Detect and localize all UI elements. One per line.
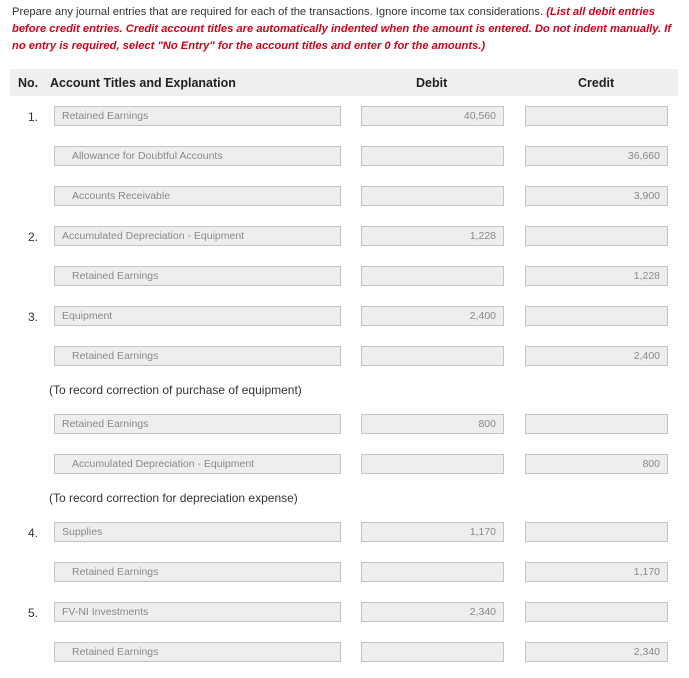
- instructions-emphasis: (List all debit entries before credit entries. Credit account titles are automatically indented when the amount is entered. Do not indent manually. If no entry is required, select "No Entry" for the account titles and enter 0 for the amounts.): [12, 6, 672, 52]
- header-credit: Credit: [578, 76, 615, 90]
- credit-field[interactable]: 800: [525, 454, 668, 474]
- account-field[interactable]: Retained Earnings: [54, 562, 341, 582]
- account-field[interactable]: Retained Earnings: [54, 346, 341, 366]
- debit-field[interactable]: [361, 266, 504, 286]
- debit-field[interactable]: 2,400: [361, 306, 504, 326]
- table-header: [10, 69, 678, 96]
- instructions: [12, 4, 680, 55]
- explanation-note: (To record correction of purchase of equipment): [49, 383, 302, 397]
- debit-field[interactable]: [361, 454, 504, 474]
- credit-field[interactable]: 3,900: [525, 186, 668, 206]
- account-field[interactable]: FV-NI Investments: [54, 602, 341, 622]
- credit-field[interactable]: 1,170: [525, 562, 668, 582]
- account-field[interactable]: Retained Earnings: [54, 642, 341, 662]
- instructions-text: Prepare any journal entries that are required for each of the transactions. Ignore income tax considerations.: [12, 6, 547, 18]
- entry-number: 4.: [28, 526, 39, 540]
- credit-field[interactable]: [525, 226, 668, 246]
- credit-field[interactable]: 2,340: [525, 642, 668, 662]
- account-field[interactable]: Allowance for Doubtful Accounts: [54, 146, 341, 166]
- account-field[interactable]: Accumulated Depreciation - Equipment: [54, 454, 341, 474]
- credit-field[interactable]: [525, 522, 668, 542]
- debit-field[interactable]: [361, 146, 504, 166]
- debit-field[interactable]: [361, 642, 504, 662]
- entry-number: 3.: [28, 310, 39, 324]
- header-debit: Debit: [416, 76, 448, 90]
- account-field[interactable]: Retained Earnings: [54, 266, 341, 286]
- credit-field[interactable]: 36,660: [525, 146, 668, 166]
- account-field[interactable]: Accumulated Depreciation - Equipment: [54, 226, 341, 246]
- explanation-note: (To record correction for depreciation expense): [49, 491, 298, 505]
- account-field[interactable]: Accounts Receivable: [54, 186, 341, 206]
- header-account: Account Titles and Explanation: [50, 76, 236, 90]
- account-field[interactable]: Equipment: [54, 306, 341, 326]
- account-field[interactable]: Retained Earnings: [54, 414, 341, 434]
- credit-field[interactable]: [525, 306, 668, 326]
- entry-number: 2.: [28, 230, 39, 244]
- credit-field[interactable]: 1,228: [525, 266, 668, 286]
- entry-number: 5.: [28, 606, 39, 620]
- credit-field[interactable]: [525, 414, 668, 434]
- debit-field[interactable]: 800: [361, 414, 504, 434]
- credit-field[interactable]: 2,400: [525, 346, 668, 366]
- account-field[interactable]: Supplies: [54, 522, 341, 542]
- credit-field[interactable]: [525, 602, 668, 622]
- debit-field[interactable]: 40,560: [361, 106, 504, 126]
- debit-field[interactable]: [361, 562, 504, 582]
- credit-field[interactable]: [525, 106, 668, 126]
- debit-field[interactable]: [361, 346, 504, 366]
- header-no: No.: [18, 76, 39, 90]
- entry-number: 1.: [28, 110, 39, 124]
- debit-field[interactable]: [361, 186, 504, 206]
- debit-field[interactable]: 1,170: [361, 522, 504, 542]
- account-field[interactable]: Retained Earnings: [54, 106, 341, 126]
- debit-field[interactable]: 2,340: [361, 602, 504, 622]
- debit-field[interactable]: 1,228: [361, 226, 504, 246]
